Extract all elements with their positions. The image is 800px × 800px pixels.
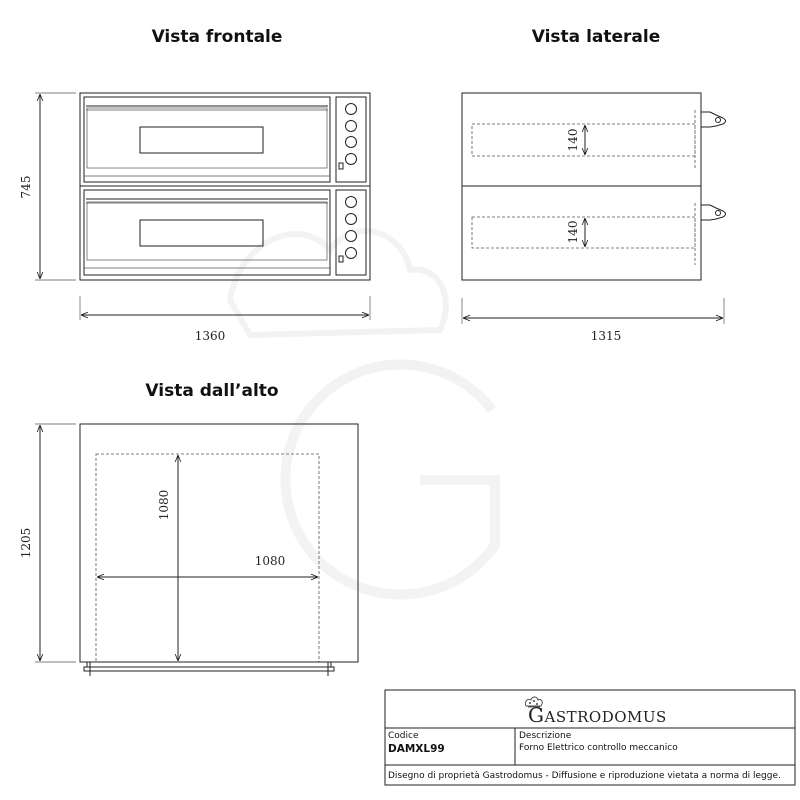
side-upper-chamber (472, 110, 695, 170)
front-height-dimension (19, 93, 76, 280)
brand-name: GASTRODOMUS (528, 703, 667, 727)
flue-connector-icon (701, 112, 726, 127)
side-upper-chamber-label: 140 (566, 128, 580, 152)
top-outline (80, 424, 358, 662)
side-depth-label: 1315 (590, 329, 622, 343)
title-block (385, 690, 795, 785)
side-lower-chamber (472, 203, 695, 265)
front-lower-deck (84, 190, 366, 275)
gastrodomus-watermark-logo (230, 231, 495, 594)
top-chamber-depth-label: 1080 (157, 489, 171, 521)
knob-icon (346, 197, 357, 208)
top-chamber-width-label: 1080 (254, 554, 286, 568)
knob-icon (346, 154, 357, 165)
description-label: Descrizione (519, 731, 572, 741)
top-view (19, 381, 358, 676)
knob-icon (346, 137, 357, 148)
top-depth-dimension (19, 424, 76, 662)
indicator-light-icon (339, 163, 343, 169)
flue-connector-icon (701, 205, 726, 220)
knob-icon (346, 121, 357, 132)
front-view (19, 27, 370, 343)
front-view-title: Vista frontale (151, 27, 283, 47)
ownership-notice: Disegno di proprietà Gastrodomus - Diffusione e riproduzione vietata a norma di legge. (388, 771, 781, 781)
side-view (462, 27, 726, 343)
front-width-label: 1360 (194, 329, 226, 343)
side-view-title: Vista laterale (531, 27, 661, 47)
description-value: Forno Elettrico controllo meccanico (519, 743, 678, 753)
knob-icon (346, 214, 357, 225)
top-depth-label: 1205 (19, 527, 33, 559)
top-handle-bar (84, 662, 334, 676)
code-label: Codice (388, 731, 419, 741)
knob-icon (346, 248, 357, 259)
code-value: DAMXL99 (388, 743, 445, 755)
side-lower-chamber-label: 140 (566, 220, 580, 244)
front-height-label: 745 (19, 175, 33, 199)
front-lower-window (140, 220, 263, 246)
knob-icon (346, 104, 357, 115)
side-depth-dimension (462, 298, 724, 343)
indicator-light-icon (339, 256, 343, 262)
front-upper-window (140, 127, 263, 153)
knob-icon (346, 231, 357, 242)
top-view-title: Vista dall’alto (145, 381, 279, 401)
front-upper-deck (84, 97, 366, 182)
